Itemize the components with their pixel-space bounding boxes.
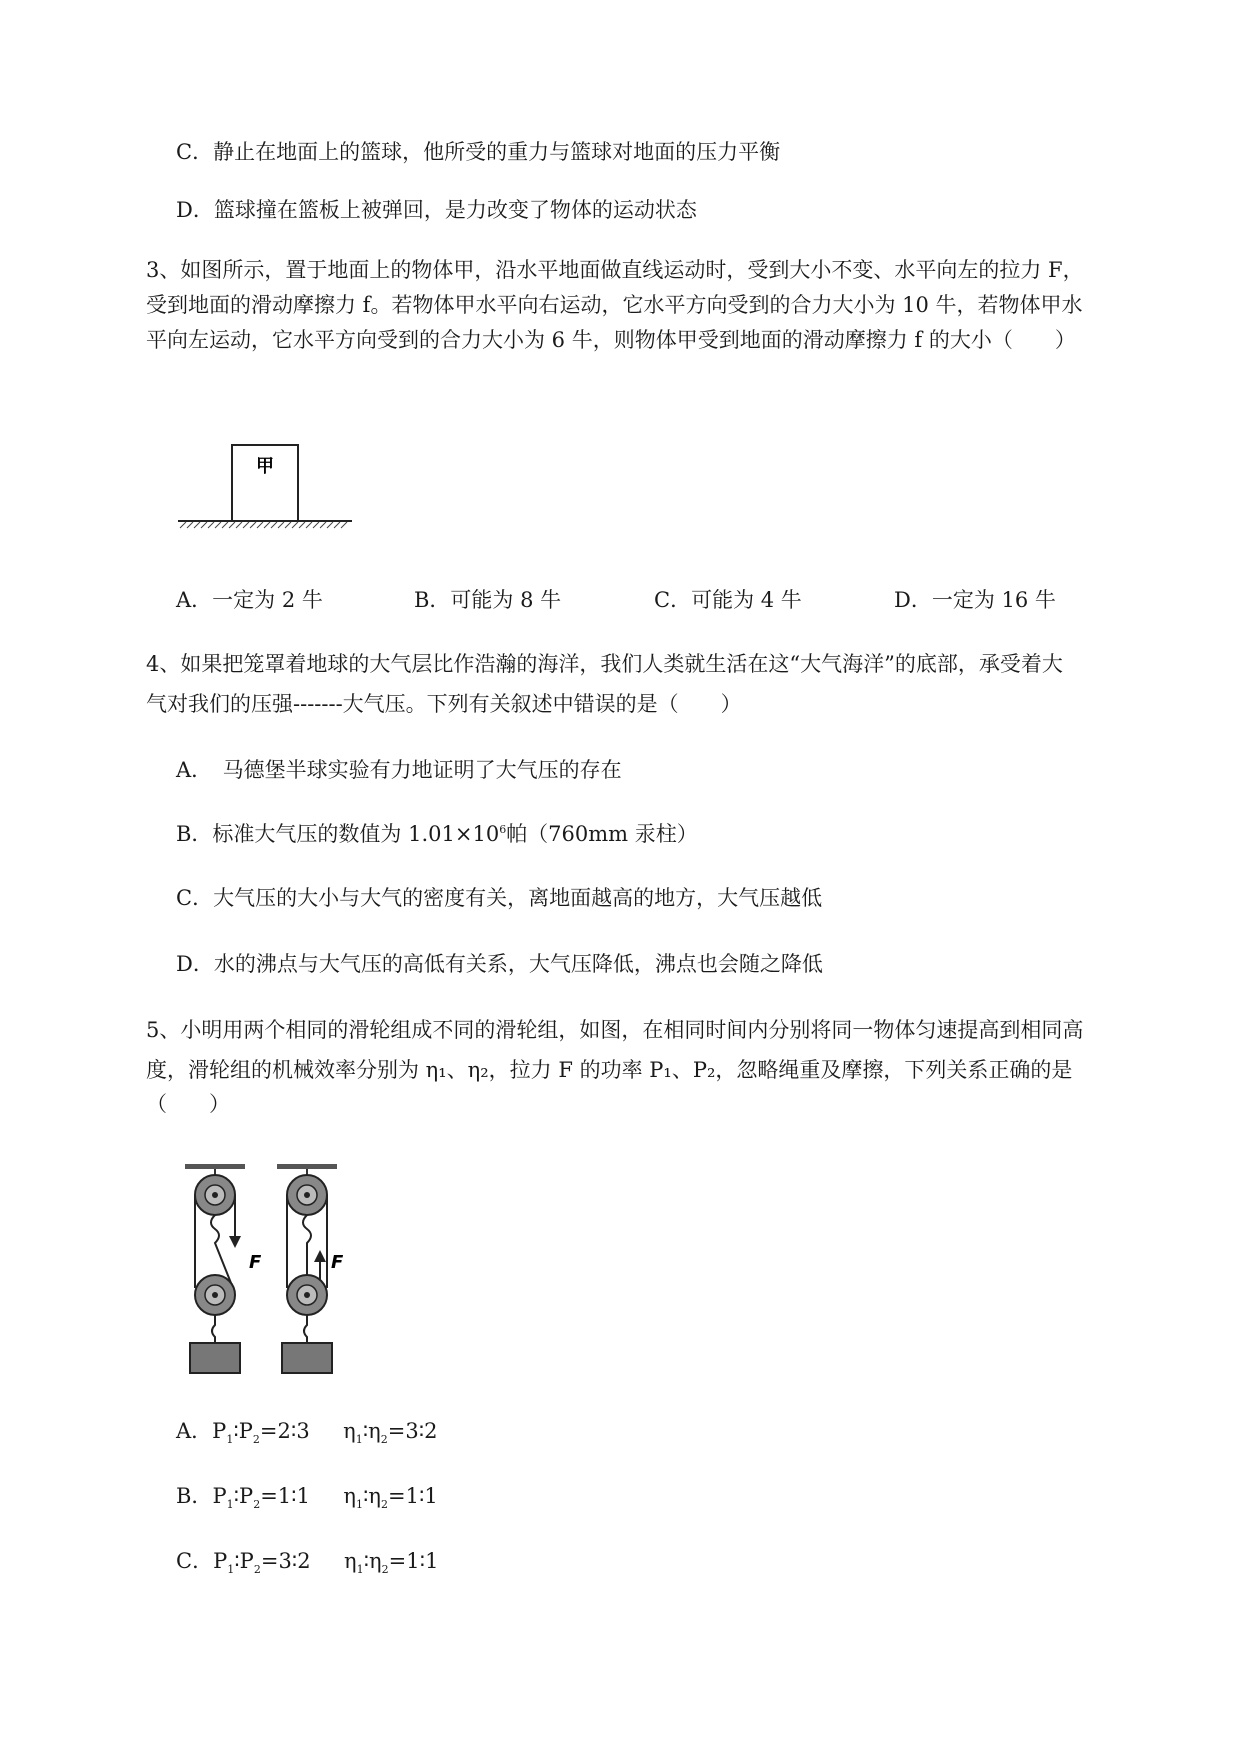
q5-option-b-efficiency-ratio: 1∶1 bbox=[405, 1484, 438, 1508]
q3-options-row bbox=[176, 586, 1126, 614]
q3-stem-line3: 平向左运动，它水平方向受到的合力大小为 6 牛，则物体甲受到地面的滑动摩擦力 f 的大小（ ） bbox=[146, 328, 1076, 352]
q2-option-c: C．静止在地面上的篮球，他所受的重力与篮球对地面的压力平衡 bbox=[176, 140, 781, 164]
q4-option-a: A． 马德堡半球实验有力地证明了大气压的存在 bbox=[176, 758, 622, 782]
q5-pulley-figure bbox=[175, 1160, 385, 1380]
q5-option-c-letter: C． bbox=[176, 1549, 214, 1573]
q4-option-b-exponent: 6 bbox=[499, 823, 507, 836]
q5-option-b-power-ratio: 1∶1 bbox=[277, 1484, 310, 1508]
q5-stem-line3: （ ） bbox=[146, 1092, 230, 1116]
q4-option-d: D．水的沸点与大气压的高低有关系，大气压降低，沸点也会随之降低 bbox=[176, 952, 823, 976]
q5-option-a-letter: A． bbox=[176, 1419, 213, 1443]
q5-stem-line2: 度，滑轮组的机械效率分别为 η₁、η₂，拉力 F 的功率 P₁、P₂，忽略绳重及摩擦，下列关系正确的是 bbox=[146, 1058, 1073, 1082]
q2-option-d: D．篮球撞在篮板上被弹回，是力改变了物体的运动状态 bbox=[176, 198, 697, 222]
q3-block-figure bbox=[170, 440, 370, 540]
q5-option-b-letter: B． bbox=[176, 1484, 213, 1508]
q3-option-a: A．一定为 2 牛 bbox=[176, 588, 323, 612]
force-label-2: F bbox=[331, 1252, 344, 1273]
weight-2 bbox=[282, 1343, 332, 1373]
q5-option-a-efficiency-ratio: 3∶2 bbox=[405, 1419, 438, 1443]
q3-stem-line1: 3、如图所示，置于地面上的物体甲，沿水平地面做直线运动时，受到大小不变、水平向左的拉力 F， bbox=[146, 258, 1084, 282]
q5-option-c: C．$P_1∶P_2=3∶2$ $\eta_1∶\eta_2=1∶1$ bbox=[176, 1549, 439, 1577]
weight-1 bbox=[190, 1343, 240, 1373]
q5-option-a: A．$P_1∶P_2=2∶3$ $\eta_1∶\eta_2=3∶2$ bbox=[176, 1419, 438, 1447]
q5-option-c-power-ratio: 3∶2 bbox=[278, 1549, 311, 1573]
q4-stem-line2: 气对我们的压强-------大气压。下列有关叙述中错误的是（ ） bbox=[146, 692, 742, 716]
q5-option-a-power-ratio: 2∶3 bbox=[277, 1419, 310, 1443]
pulley-system-1 bbox=[185, 1164, 262, 1373]
q4-option-b-text: B．标准大气压的数值为 1.01×10 bbox=[176, 822, 500, 846]
q5-option-b: B．$P_1∶P_2=1∶1$ $\eta_1∶\eta_2=1∶1$ bbox=[176, 1484, 438, 1512]
q3-option-b: B．可能为 8 牛 bbox=[414, 588, 562, 612]
q5-option-c-efficiency-ratio: 1∶1 bbox=[406, 1549, 439, 1573]
q4-option-b-unit: 帕（760mm 汞柱） bbox=[506, 822, 698, 846]
q3-stem-line2: 受到地面的滑动摩擦力 f。若物体甲水平向右运动，它水平方向受到的合力大小为 10 牛，若物体甲水 bbox=[146, 293, 1083, 317]
q5-stem-line1: 5、小明用两个相同的滑轮组成不同的滑轮组，如图，在相同时间内分别将同一物体匀速提高到相同高 bbox=[146, 1018, 1084, 1042]
q3-option-c: C．可能为 4 牛 bbox=[654, 588, 802, 612]
pulley-system-2 bbox=[277, 1164, 344, 1373]
q4-option-c: C．大气压的大小与大气的密度有关，离地面越高的地方，大气压越低 bbox=[176, 886, 823, 910]
block-label: 甲 bbox=[256, 456, 274, 477]
q3-option-d: D．一定为 16 牛 bbox=[894, 588, 1056, 612]
ground-hatching bbox=[180, 522, 347, 528]
force-label-1: F bbox=[249, 1252, 262, 1273]
q4-stem-line1: 4、如果把笼罩着地球的大气层比作浩瀚的海洋，我们人类就生活在这“大气海洋”的底部，承受着大 bbox=[146, 652, 1063, 676]
q4-option-b bbox=[176, 820, 698, 848]
